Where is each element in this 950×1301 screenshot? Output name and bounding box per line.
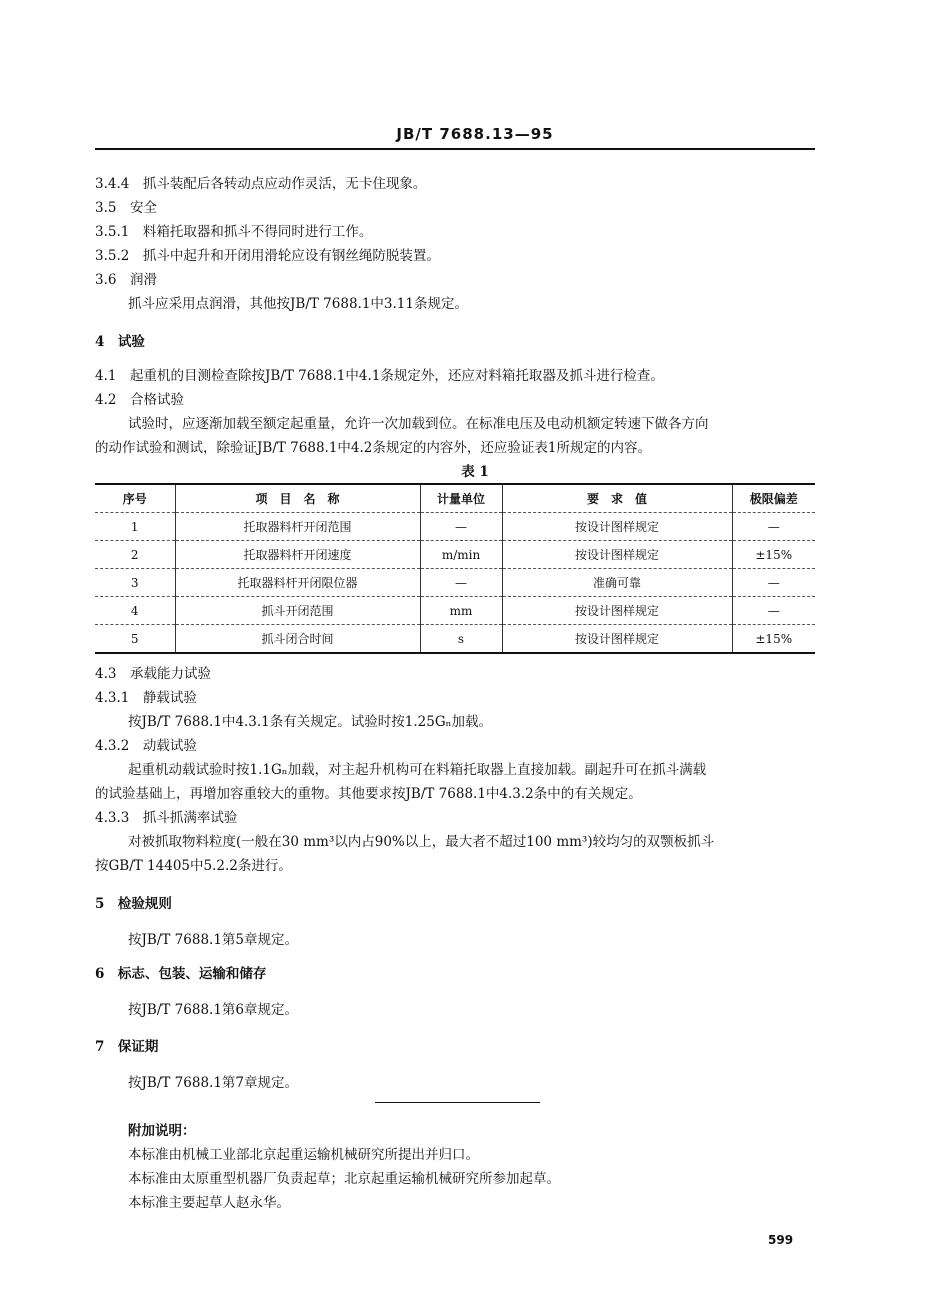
table-cell: s — [420, 625, 502, 654]
clause-4-3-1: 4.3.1 静载试验 — [95, 690, 197, 706]
table-cell: 按设计图样规定 — [502, 597, 732, 625]
table-cell: 1 — [95, 513, 175, 541]
table-header-cell: 计量单位 — [420, 484, 502, 513]
table-cell: 准确可靠 — [502, 569, 732, 597]
table-cell: 托取器料杆开闭范围 — [175, 513, 420, 541]
clause-4-3-3: 4.3.3 抓斗抓满率试验 — [95, 810, 238, 826]
table-header-cell: 序号 — [95, 484, 175, 513]
clause-3-6: 3.6 润滑 — [95, 272, 157, 288]
chapter-7-text: 按JB/T 7688.1第7章规定。 — [128, 1075, 299, 1091]
table-cell: 2 — [95, 541, 175, 569]
clause-4-2-text-1: 试验时，应逐渐加载至额定起重量，允许一次加载到位。在标准电压及电动机额定转速下做各方向 — [128, 416, 709, 432]
clause-4-3-3-text-1: 对被抓取物料粒度(一般在30 mm³以内占90%以上，最大者不超过100 mm³)较均匀的双颚板抓斗 — [128, 834, 715, 850]
table-row — [95, 625, 815, 654]
table-row — [95, 597, 815, 625]
table-cell: 抓斗开闭范围 — [175, 597, 420, 625]
table-cell: — — [420, 569, 502, 597]
clause-3-4-4: 3.4.4 抓斗装配后各转动点应动作灵活，无卡住现象。 — [95, 176, 427, 192]
notes-line-2: 本标准由太原重型机器厂负责起草；北京起重运输机械研究所参加起草。 — [128, 1171, 560, 1187]
table-title-text: 表 1 — [461, 464, 489, 480]
table-cell: 抓斗闭合时间 — [175, 625, 420, 654]
table-cell: — — [732, 597, 815, 625]
clause-4-3: 4.3 承载能力试验 — [95, 666, 211, 682]
table-cell: — — [732, 569, 815, 597]
table-row — [95, 569, 815, 597]
table-cell: 按设计图样规定 — [502, 625, 732, 654]
table-header-cell: 极限偏差 — [732, 484, 815, 513]
table-cell: — — [732, 513, 815, 541]
table-header-cell: 要 求 值 — [502, 484, 732, 513]
notes-line-3: 本标准主要起草人赵永华。 — [128, 1195, 290, 1211]
clause-3-5: 3.5 安全 — [95, 200, 157, 216]
chapter-6-heading: 6 标志、包装、运输和储存 — [95, 966, 267, 982]
table-cell: 4 — [95, 597, 175, 625]
chapter-4-heading: 4 试验 — [95, 334, 145, 350]
table-cell: m/min — [420, 541, 502, 569]
clause-4-3-2-text-2: 的试验基础上，再增加容重较大的重物。其他要求按JB/T 7688.1中4.3.2条中的有关规定。 — [95, 786, 642, 802]
table-cell: — — [420, 513, 502, 541]
clause-4-3-2-text-1: 起重机动载试验时按1.1Gₙ加载，对主起升机构可在料箱托取器上直接加载。副起升可在抓斗满载 — [128, 762, 707, 778]
header-rule — [95, 148, 815, 150]
table-cell: 3 — [95, 569, 175, 597]
clause-4-1: 4.1 起重机的目测检查除按JB/T 7688.1中4.1条规定外，还应对料箱托取器及抓斗进行检查。 — [95, 368, 664, 384]
table-row — [95, 541, 815, 569]
table-cell: 按设计图样规定 — [502, 541, 732, 569]
notes-title: 附加说明： — [128, 1123, 196, 1139]
table-cell: 5 — [95, 625, 175, 654]
table-cell: 托取器料杆开闭速度 — [175, 541, 420, 569]
notes-separator — [375, 1102, 540, 1103]
doc-number-header: JB/T 7688.13—95 — [396, 125, 554, 143]
clause-4-2-text-2: 的动作试验和测试，除验证JB/T 7688.1中4.2条规定的内容外，还应验证表1所规定的内容。 — [95, 440, 651, 456]
requirements-table — [95, 483, 815, 654]
chapter-5-text: 按JB/T 7688.1第5章规定。 — [128, 932, 299, 948]
chapter-7-heading: 7 保证期 — [95, 1039, 159, 1055]
table-row — [95, 513, 815, 541]
table-cell: ±15% — [732, 625, 815, 654]
clause-4-3-1-text: 按JB/T 7688.1中4.3.1条有关规定。试验时按1.25Gₙ加载。 — [128, 714, 492, 730]
table-cell: ±15% — [732, 541, 815, 569]
chapter-6-text: 按JB/T 7688.1第6章规定。 — [128, 1002, 299, 1018]
clause-4-3-2: 4.3.2 动载试验 — [95, 738, 197, 754]
notes-line-1: 本标准由机械工业部北京起重运输机械研究所提出并归口。 — [128, 1147, 479, 1163]
chapter-5-heading: 5 检验规则 — [95, 896, 172, 912]
clause-3-6-text: 抓斗应采用点润滑，其他按JB/T 7688.1中3.11条规定。 — [128, 296, 468, 312]
table-cell: mm — [420, 597, 502, 625]
clause-4-2: 4.2 合格试验 — [95, 392, 184, 408]
table-cell: 按设计图样规定 — [502, 513, 732, 541]
clause-3-5-2: 3.5.2 抓斗中起升和开闭用滑轮应设有钢丝绳防脱装置。 — [95, 248, 440, 264]
table-cell: 托取器料杆开闭限位器 — [175, 569, 420, 597]
table-header-cell: 项 目 名 称 — [175, 484, 420, 513]
clause-4-3-3-text-2: 按GB/T 14405中5.2.2条进行。 — [95, 858, 292, 874]
table-header-row — [95, 484, 815, 513]
clause-3-5-1: 3.5.1 料箱托取器和抓斗不得同时进行工作。 — [95, 224, 373, 240]
page-number: 599 — [768, 1233, 794, 1247]
